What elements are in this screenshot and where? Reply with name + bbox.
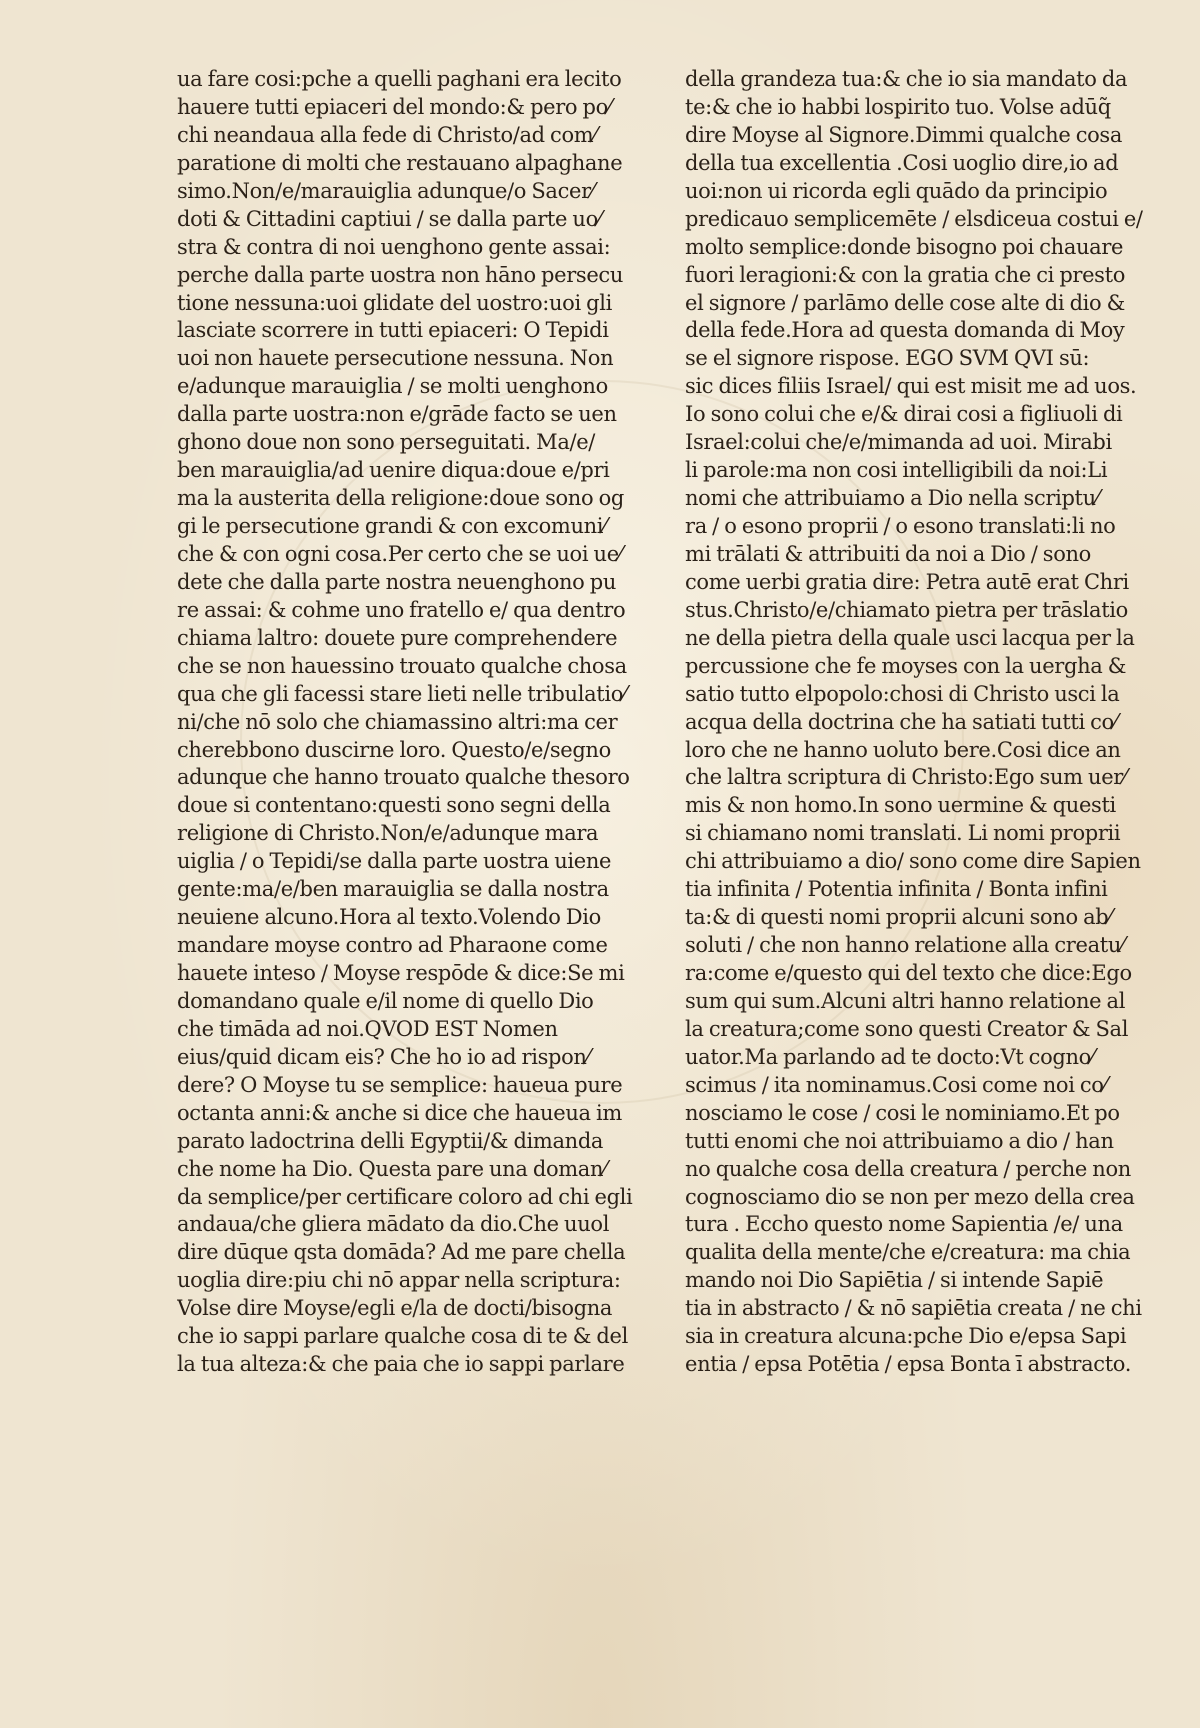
text-line: el signore / parlāmo delle cose alte di dio &: [685, 290, 1126, 315]
text-line: tione nessuna:uoi glidate del uostro:uoi gli: [177, 290, 612, 315]
text-line: uator.Ma parlando ad te docto:Vt cogno⁄: [685, 1044, 1095, 1069]
text-line: domandano quale e/il nome di quello Dio: [177, 988, 594, 1013]
text-line: no qualche cosa della creatura / perche non: [685, 1156, 1131, 1181]
text-line: octanta anni:& anche si dice che haueua im: [177, 1100, 622, 1125]
text-column-left: [177, 66, 639, 1379]
text-line: nomi che attribuiamo a Dio nella scriptu⁄: [685, 486, 1099, 511]
text-line: loro che ne hanno uoluto bere.Cosi dice an: [685, 737, 1121, 762]
text-line: sia in creatura alcuna:pche Dio e/epsa Sapi: [685, 1324, 1127, 1349]
text-line: Io sono colui che e/& dirai cosi a figliuoli di: [685, 402, 1123, 427]
text-line: predicauo semplicemēte / elsdiceua costui e/: [685, 206, 1143, 231]
text-line: qualita della mente/che e/creatura: ma chia: [685, 1240, 1131, 1265]
text-line: la creatura;come sono questi Creator & Sal: [685, 1016, 1129, 1041]
text-line: lasciate scorrere in tutti epiaceri: O Tepidi: [177, 318, 609, 343]
text-line: tura . Eccho questo nome Sapientia /e/ una: [685, 1212, 1123, 1237]
text-line: ra:come e/questo qui del texto che dice:Ego: [685, 961, 1132, 985]
text-line: scimus / ita nominamus.Cosi come noi co⁄: [685, 1072, 1107, 1097]
text-line: ra / o esono proprii / o esono translati:li no: [685, 514, 1116, 538]
text-line: hauere tutti epiaceri del mondo:& pero po⁄: [177, 94, 612, 119]
text-line: che laltra scriptura di Christo:Ego sum uer⁄: [685, 765, 1127, 790]
text-line: te:& che io habbi lospirito tuo. Volse adūq̃: [685, 94, 1111, 119]
text-line: della fede.Hora ad questa domanda di Moy: [685, 318, 1125, 343]
text-line: sic dices filiis Israel/ qui est misit me ad uos.: [685, 374, 1137, 399]
text-line: dere? O Moyse tu se semplice: haueua pure: [177, 1072, 623, 1097]
text-line: soluti / che non hanno relatione alla creatu⁄: [685, 933, 1125, 958]
text-line: qua che gli facessi stare lieti nelle tribulatio⁄: [177, 681, 627, 706]
text-line: come uerbi gratia dire: Petra autē erat Chri: [685, 569, 1129, 594]
text-line: da semplice/per certificare coloro ad chi egli: [177, 1184, 633, 1209]
text-line: ta:& di questi nomi proprii alcuni sono ab⁄: [685, 905, 1112, 930]
text-line: dalla parte uostra:non e/grāde facto se uen: [177, 402, 617, 427]
text-line: nosciamo le cose / cosi le nominiamo.Et po: [685, 1100, 1120, 1125]
text-line: uiglia / o Tepidi/se dalla parte uostra uiene: [177, 849, 612, 874]
text-line: uoi non hauete persecutione nessuna. Non: [177, 346, 614, 371]
text-line: mis & non homo.In sono uermine & questi: [685, 793, 1116, 818]
text-line: ne della pietra della quale usci lacqua per la: [685, 625, 1135, 650]
text-line: parato ladoctrina delli Egyptii/& dimanda: [177, 1128, 604, 1153]
text-line: Volse dire Moyse/egli e/la de docti/bisogna: [177, 1296, 613, 1321]
text-line: gente:ma/e/ben marauiglia se dalla nostra: [177, 877, 609, 902]
text-line: mi trālati & attribuiti da noi a Dio / sono: [685, 541, 1091, 566]
text-column-right: [685, 66, 1147, 1379]
text-line: tia infinita / Potentia infinita / Bonta infini: [685, 877, 1108, 902]
text-line: la tua alteza:& che paia che io sappi parlare: [177, 1352, 625, 1377]
text-line: uoglia dire:piu chi nō appar nella scriptura:: [177, 1268, 621, 1293]
text-line: tia in abstracto / & nō sapiētia creata / ne chi: [685, 1296, 1142, 1321]
text-line: che timāda ad noi.QVOD EST Nomen: [177, 1016, 558, 1041]
text-line: ma la austerita della religione:doue sono og: [177, 486, 624, 511]
text-line: paratione di molti che restauano alpaghane: [177, 150, 623, 175]
text-line: ghono doue non sono perseguitati. Ma/e/: [177, 430, 596, 455]
text-line: fuori leragioni:& con la gratia che ci presto: [685, 262, 1125, 287]
text-line: molto semplice:donde bisogno poi chauare: [685, 234, 1124, 259]
text-line: adunque che hanno trouato qualche thesoro: [177, 765, 630, 790]
text-line: eius/quid dicam eis? Che ho io ad rispon⁄: [177, 1044, 590, 1069]
text-line: stra & contra di noi uenghono gente assai:: [177, 234, 611, 259]
text-line: dire Moyse al Signore.Dimmi qualche cosa: [685, 122, 1123, 147]
text-line: chi neandaua alla fede di Christo/ad com⁄: [177, 122, 597, 147]
text-line: uoi:non ui ricorda egli quādo da principio: [685, 178, 1108, 203]
text-line: andaua/che gliera mādato da dio.Che uuol: [177, 1212, 610, 1237]
text-line: chi attribuiamo a dio/ sono come dire Sapien: [685, 849, 1141, 874]
text-line: si chiamano nomi translati. Li nomi proprii: [685, 821, 1121, 846]
text-line: chiama laltro: douete pure comprehendere: [177, 625, 618, 650]
text-line: satio tutto elpopolo:chosi di Christo usci la: [685, 681, 1120, 706]
text-line: simo.Non/e/marauiglia adunque/o Sacer⁄: [177, 178, 594, 203]
text-line: dete che dalla parte nostra neuenghono pu: [177, 569, 617, 594]
text-line: percussione che fe moyses con la uergha &: [685, 653, 1127, 678]
text-line: neuiene alcuno.Hora al texto.Volendo Dio: [177, 905, 601, 930]
text-line: ua fare cosi:pche a quelli paghani era lecito: [177, 67, 622, 91]
text-line: hauete inteso / Moyse respōde & dice:Se mi: [177, 961, 625, 985]
text-line: mando noi Dio Sapiētia / si intende Sapiē: [685, 1268, 1104, 1293]
text-line: e/adunque marauiglia / se molti uenghono: [177, 374, 608, 399]
text-line: perche dalla parte uostra non hāno persecu: [177, 262, 624, 287]
text-line: sum qui sum.Alcuni altri hanno relatione al: [685, 988, 1126, 1013]
text-line: gi le persecutione grandi & con excomuni⁄: [177, 514, 607, 538]
text-line: che se non hauessino trouato qualche chosa: [177, 653, 627, 678]
text-line: Israel:colui che/e/mimanda ad uoi. Mirabi: [685, 430, 1112, 455]
text-line: tutti enomi che noi attribuiamo a dio / han: [685, 1128, 1114, 1153]
text-line: doti & Cittadini captiui / se dalla parte uo⁄: [177, 206, 602, 231]
text-line: doue si contentano:questi sono segni della: [177, 793, 611, 818]
text-line: entia / epsa Potētia / epsa Bonta ī abstracto.: [685, 1352, 1132, 1377]
text-line: della tua excellentia .Cosi uoglio dire,io ad: [685, 150, 1119, 175]
text-line: stus.Christo/e/chiamato pietra per trāslatio: [685, 597, 1128, 622]
text-line: cherebbono duscirne loro. Questo/e/segno: [177, 737, 611, 762]
text-line: della grandeza tua:& che io sia mandato da: [685, 67, 1128, 91]
text-line: ben marauiglia/ad uenire diqua:doue e/pri: [177, 458, 610, 483]
text-line: cognosciamo dio se non per mezo della crea: [685, 1184, 1135, 1209]
text-line: mandare moyse contro ad Pharaone come: [177, 933, 608, 958]
text-line: ni/che nō solo che chiamassino altri:ma cer: [177, 709, 618, 734]
text-line: che io sappi parlare qualche cosa di te & del: [177, 1324, 628, 1349]
text-line: che & con ogni cosa.Per certo che se uoi ue⁄: [177, 541, 622, 566]
text-line: li parole:ma non cosi intelligibili da noi:Li: [685, 458, 1108, 483]
text-line: re assai: & cohme uno fratello e/ qua dentro: [177, 597, 626, 622]
text-line: acqua della doctrina che ha satiati tutti co⁄: [685, 709, 1118, 734]
text-line: religione di Christo.Non/e/adunque mara: [177, 821, 599, 846]
text-line: se el signore rispose. EGO SVM QVI sū:: [685, 346, 1090, 371]
text-line: che nome ha Dio. Questa pare una doman⁄: [177, 1156, 607, 1181]
text-line: dire dūque qsta domāda? Ad me pare chella: [177, 1240, 626, 1265]
